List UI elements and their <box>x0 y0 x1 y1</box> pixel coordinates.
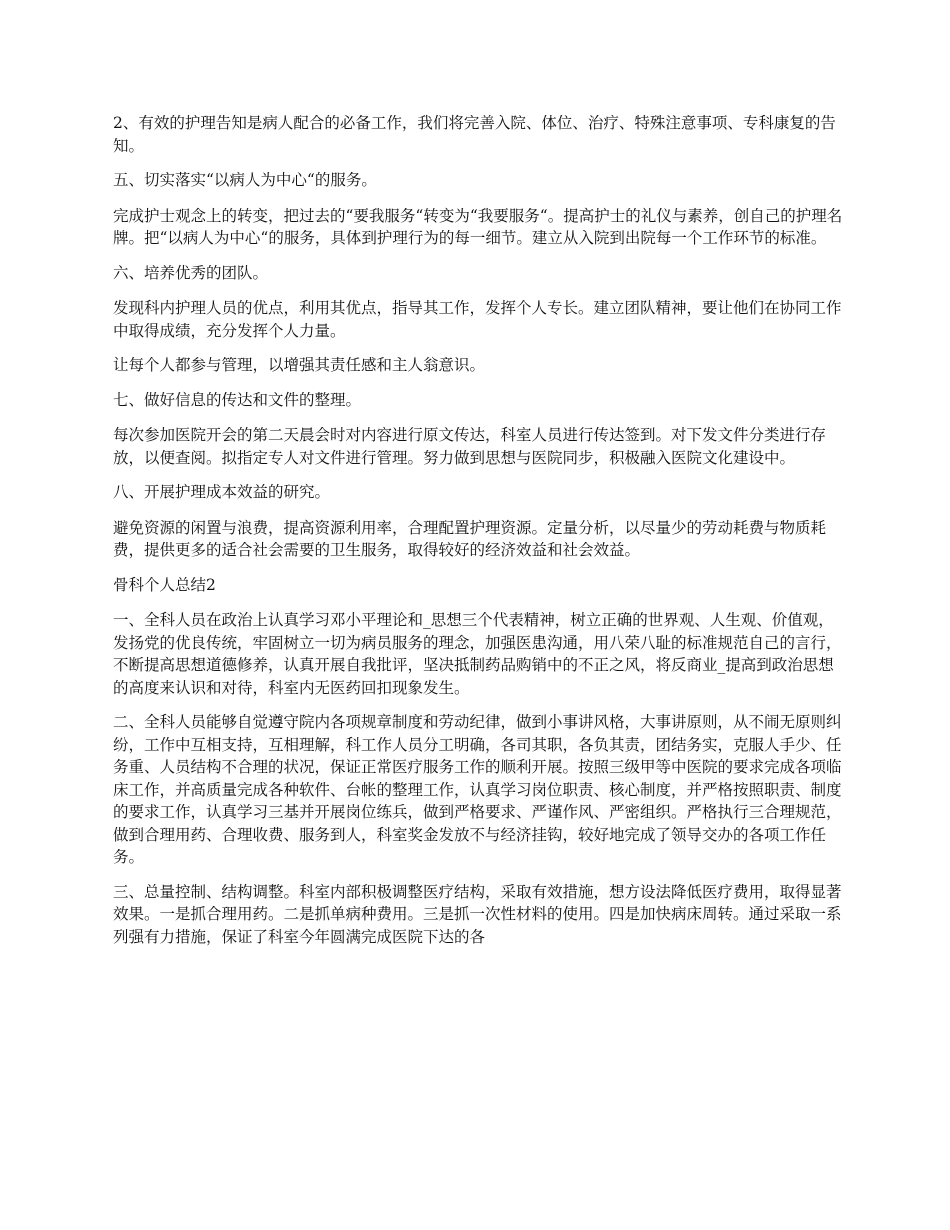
section-heading-patient-centered: 五、切实落实“以病人为中心“的服务。 <box>113 171 377 189</box>
section-heading-information: 七、做好信息的传达和文件的整理。 <box>113 390 362 409</box>
paragraph-information-transfer: 每次参加医院开会的第二天晨会时对内容进行原文传达，科室人员进行传达签到。对下发文件分类进行存放，以便查阅。拟指定专人对文件进行管理。努力做到思想与医院同步，积极融入医院文化建设中。 <box>113 426 827 467</box>
section-heading-cost-benefit: 八、开展护理成本效益的研究。 <box>113 483 331 501</box>
section-heading-team: 六、培养优秀的团队。 <box>113 263 269 282</box>
paragraph-political-study: 一、全科人员在政治上认真学习邓小平理论和_思想三个代表精神，树立正确的世界观、人生观、价值观，发扬党的优良传统，牢固树立一切为病员服务的理念，加强医患沟通，用八荣八耻的标准规范自己的言行，不断提高思想道德修养，认真开展自我批评，坚决抵制药品购销中的不正之风，将反商业_提高到政治思想的高度来认识和对待，科室内无医药回扣现象发生。 <box>113 611 842 697</box>
document-subtitle: 骨科个人总结2 <box>113 575 216 594</box>
paragraph-nursing-notification: 2、有效的护理告知是病人配合的必备工作，我们将完善入院、体位、治疗、特殊注意事项、专科康复的告知。 <box>113 114 836 155</box>
paragraph-resource-use: 避免资源的闲置与浪费，提高资源利用率，合理配置护理资源。定量分析，以尽量少的劳动耗费与物质耗费，提供更多的适合社会需要的卫生服务，取得较好的经济效益和社会效益。 <box>113 518 827 559</box>
paragraph-team-strengths: 发现科内护理人员的优点，利用其优点，指导其工作，发挥个人专长。建立团队精神，要让他们在协同工作中取得成绩，充分发挥个人力量。 <box>113 299 842 340</box>
paragraph-service-concept: 完成护士观念上的转变，把过去的“要我服务“转变为“我要服务“。提高护士的礼仪与素养，创自己的护理名牌。把“以病人为中心“的服务，具体到护理行为的每一细节。建立从入院到出院每一个工作环节的标准。 <box>113 206 843 247</box>
paragraph-participation: 让每个人都参与管理，以增强其责任感和主人翁意识。 <box>113 356 486 374</box>
paragraph-discipline: 二、全科人员能够自觉遵守院内各项规章制度和劳动纪律，做到小事讲风格，大事讲原则，从不闹无原则纠纷，工作中互相支持，互相理解，科工作人员分工明确，各司其职，各负其责，团结务实，克服人手少、任务重、人员结构不合理的状况，保证正常医疗服务工作的顺利开展。按照三级甲等中医院的要求完成各项临床工作，并高质量完成各种软件、台帐的整理工作，认真学习岗位职责、核心制度，并严格按照职责、制度的要求工作，认真学习三基并开展岗位练兵，做到严格要求、严谨作风、严密组织。严格执行三合理规范，做到合理用药、合理收费、服务到人，科室奖金发放不与经济挂钩，较好地完成了领导交办的各项工作任务。 <box>113 713 842 866</box>
document-body <box>113 112 848 960</box>
paragraph-cost-control: 三、总量控制、结构调整。科室内部积极调整医疗结构，采取有效措施，想方设法降低医疗费用，取得显著效果。一是抓合理用药。二是抓单病种费用。三是抓一次性材料的使用。四是加快病床周转。通过采取一系列强有力措施，保证了科室今年圆满完成医院下达的各 <box>113 882 842 946</box>
